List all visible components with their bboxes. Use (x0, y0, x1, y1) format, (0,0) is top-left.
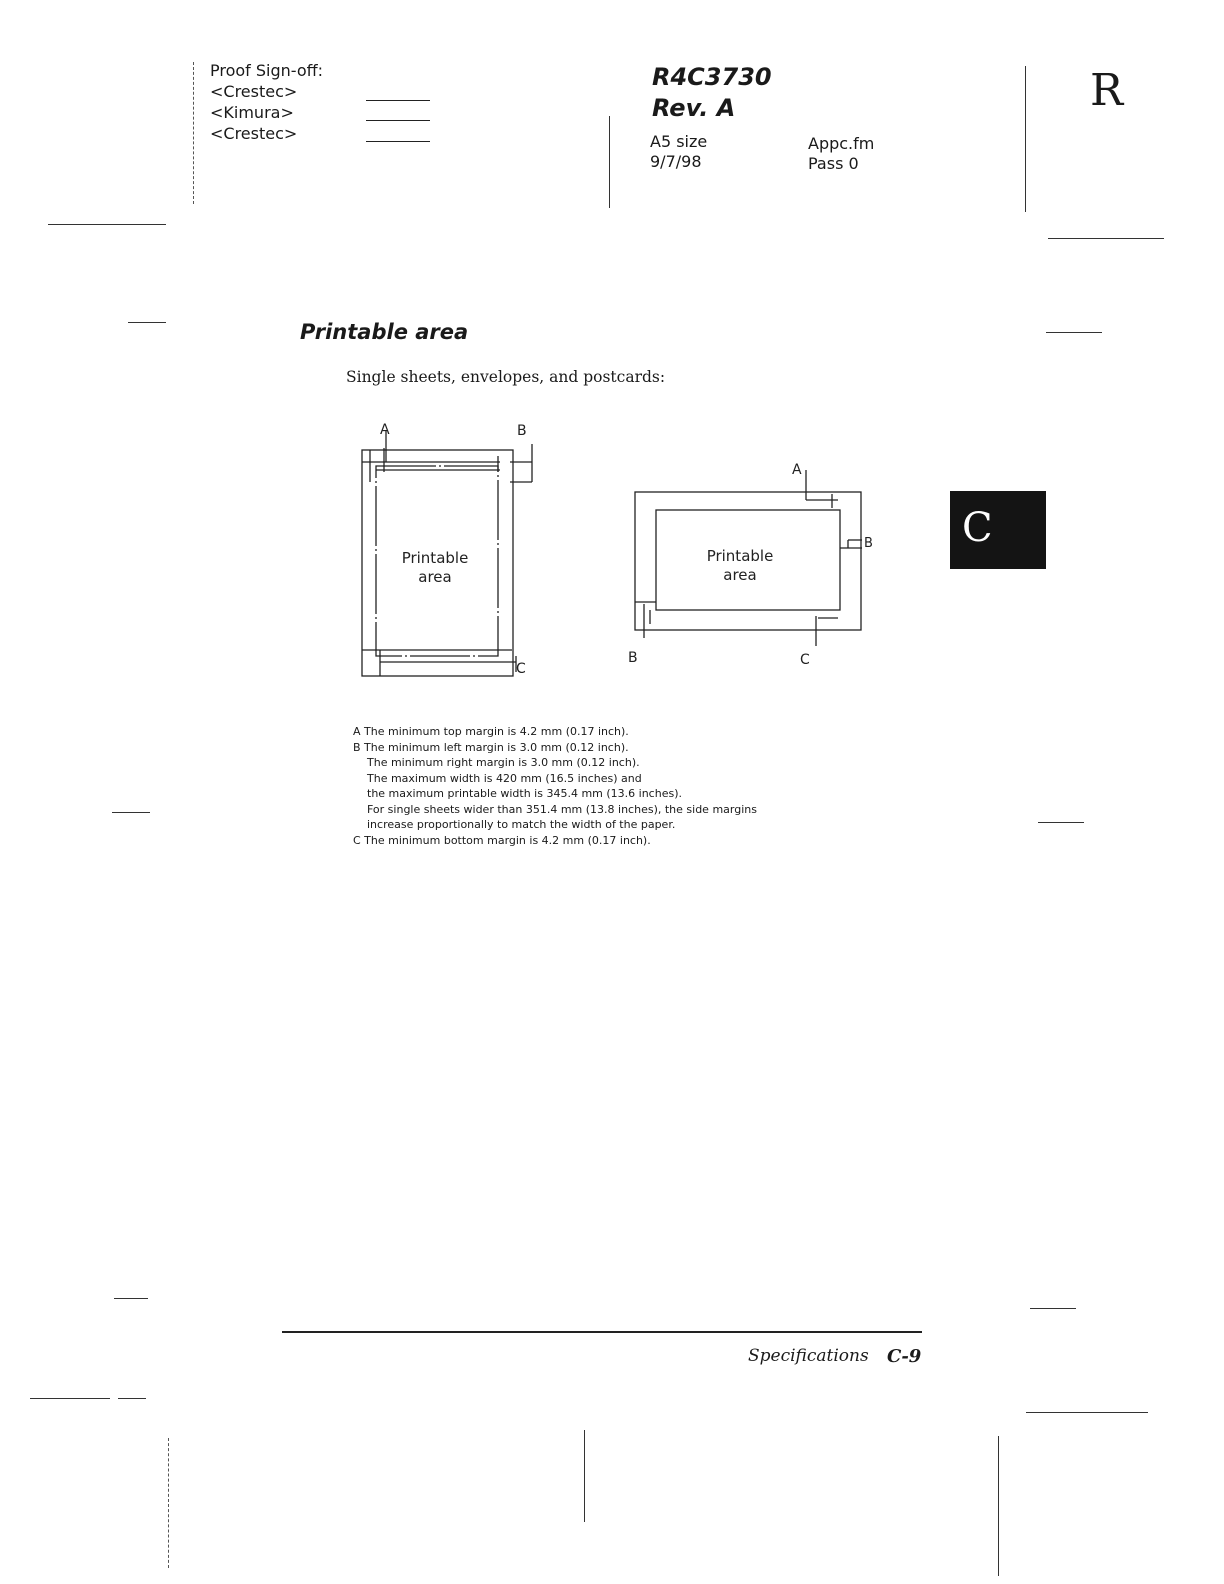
crop-mark (168, 1438, 169, 1568)
note-line: increase proportionally to match the width of the paper. (367, 818, 676, 831)
crop-mark (112, 812, 150, 813)
crop-mark (128, 322, 166, 323)
crop-mark (48, 224, 166, 225)
signoff-line (366, 141, 430, 142)
portrait-marker-c: C (516, 661, 526, 677)
doc-meta-right (808, 134, 874, 174)
doc-code: R4C3730 (652, 63, 772, 91)
footer-page-number: C-9 (887, 1346, 922, 1367)
crop-mark (1038, 822, 1084, 823)
crop-mark (998, 1436, 999, 1576)
portrait-label-line2: area (418, 568, 452, 586)
landscape-marker-b-right: B (864, 536, 873, 551)
doc-pass: Pass 0 (808, 154, 859, 173)
doc-date: 9/7/98 (650, 152, 702, 171)
landscape-label-line1: Printable (706, 547, 774, 565)
crop-mark (1048, 238, 1164, 239)
corner-mark: R (1090, 65, 1124, 116)
crop-mark (1046, 332, 1102, 333)
note-line: The maximum width is 420 mm (16.5 inches) and (367, 771, 642, 785)
portrait-marker-b: B (517, 423, 527, 439)
margin-notes (353, 724, 757, 848)
note-line: B The minimum left margin is 3.0 mm (0.12 inch). (353, 740, 629, 754)
note-line: the maximum printable width is 345.4 mm (13.6 inches). (367, 787, 682, 800)
crop-mark (609, 116, 610, 208)
note-line: For single sheets wider than 351.4 mm (13.8 inches), the side margins (367, 802, 757, 816)
note-line: A The minimum top margin is 4.2 mm (0.17 inch). (353, 725, 629, 738)
landscape-marker-b-left: B (628, 650, 638, 666)
crop-mark (584, 1430, 585, 1522)
crop-mark (1030, 1308, 1076, 1309)
document-id (652, 62, 772, 124)
signoff-entry: <Crestec> (210, 82, 298, 101)
crop-mark (30, 1398, 110, 1399)
landscape-marker-c: C (800, 652, 810, 668)
chapter-tab-letter: C (962, 505, 993, 551)
signoff-entry: <Kimura> (210, 103, 294, 122)
printable-area-diagram (340, 410, 900, 700)
footer-rule (282, 1331, 922, 1333)
footer-section-name: Specifications (748, 1346, 869, 1366)
signoff-line (366, 120, 430, 121)
doc-revision: Rev. A (652, 94, 736, 122)
signoff-title: Proof Sign-off: (210, 61, 324, 80)
signoff-line (366, 100, 430, 101)
portrait-marker-a: A (380, 422, 390, 438)
crop-mark (193, 62, 194, 204)
doc-meta-left (650, 132, 707, 172)
note-line: C The minimum bottom margin is 4.2 mm (0.17 inch). (353, 833, 651, 847)
section-intro: Single sheets, envelopes, and postcards: (346, 368, 666, 386)
doc-size: A5 size (650, 132, 708, 151)
crop-mark (118, 1398, 146, 1399)
crop-mark (1025, 66, 1026, 212)
proof-signoff (210, 60, 323, 144)
portrait-label-line1: Printable (401, 549, 469, 567)
note-line: The minimum right margin is 3.0 mm (0.12 inch). (367, 756, 640, 769)
signoff-entry: <Crestec> (210, 124, 298, 143)
landscape-marker-a: A (792, 462, 802, 478)
crop-mark (114, 1298, 148, 1299)
chapter-tab (950, 491, 1046, 569)
section-title: Printable area (300, 320, 469, 344)
crop-mark (1026, 1412, 1148, 1413)
doc-file: Appc.fm (808, 134, 875, 153)
landscape-label-line2: area (723, 566, 757, 584)
